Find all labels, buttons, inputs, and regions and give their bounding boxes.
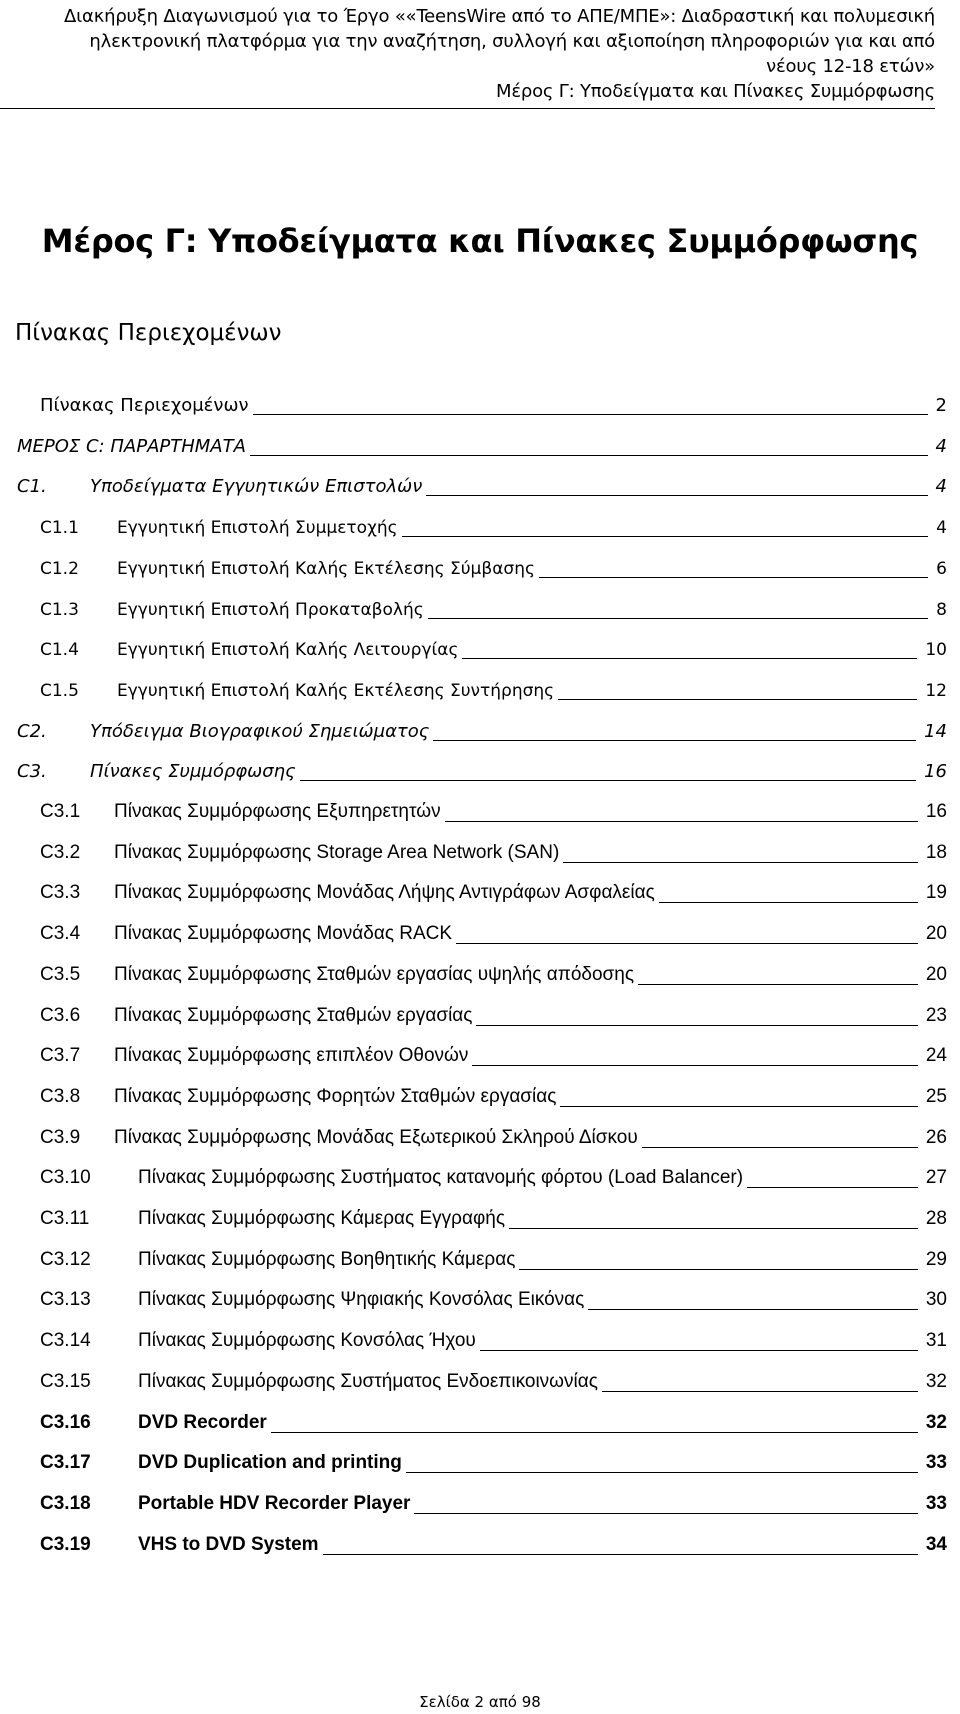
toc-leader-line [456,943,918,944]
toc-entry-label: Εγγυητική Επιστολή Συμμετοχής [117,518,398,539]
toc-entry-number: C2. [17,720,47,742]
toc-entry-page: 31 [925,1330,947,1352]
toc-entry-number: C3.14 [40,1330,91,1352]
toc-entry[interactable] [0,995,960,1035]
header-line-1: Διακήρυξη Διαγωνισμού για το Έργο ««TeensWire από το ΑΠΕ/ΜΠΕ»: Διαδραστική και πολυμεσική [64,6,935,27]
toc-leader-line [323,1554,918,1555]
toc-entry-label: Υποδείγματα Εγγυητικών Επιστολών [90,476,423,498]
toc-entry-number: C3.16 [40,1411,91,1433]
toc-entry-label: DVD Recorder [138,1411,267,1433]
toc-entry-number: C1.1 [40,518,79,539]
toc-entry-page: 4 [936,518,947,539]
toc-entry-label: Πίνακας Συμμόρφωσης Συστήματος Ενδοεπικοινωνίας [138,1370,598,1392]
page-title: Μέρος Γ: Υποδείγματα και Πίνακες Συμμόρφωσης [41,222,919,260]
toc-entry-page: 33 [925,1452,947,1474]
toc-entry-number: C3.11 [40,1208,90,1229]
toc-leader-line [476,1025,918,1026]
header-line-3: νέους 12-18 ετών» [766,56,935,77]
toc-leader-line [433,740,916,741]
toc-entry-page: 26 [925,1126,947,1148]
toc-entry-page: 16 [925,801,947,822]
toc-entry-page: 27 [925,1167,947,1189]
toc-entry-label: Εγγυητική Επιστολή Καλής Λειτουργίας [117,640,459,661]
toc-leader-line [253,414,928,415]
toc-leader-line [472,1065,918,1066]
toc-entry[interactable] [0,750,960,790]
toc-entry-label: Πίνακας Συμμόρφωσης επιπλέον Οθονών [114,1045,469,1067]
toc-leader-line [588,1309,918,1310]
toc-entry[interactable] [0,384,960,424]
toc-entry[interactable] [0,628,960,668]
toc-entry[interactable] [0,872,960,912]
toc-entry-number: C1.2 [40,558,79,579]
toc-entry-page: 14 [924,720,947,742]
toc-entry[interactable] [0,954,960,994]
toc-entry-label: Πίνακας Συμμόρφωσης Μονάδας RACK [114,923,453,945]
toc-heading: Πίνακας Περιεχομένων [15,320,282,346]
header-divider [0,108,935,109]
toc-leader-line [642,1147,918,1148]
toc-entry-page: 19 [925,882,947,904]
header-line-4: Μέρος Γ: Υποδείγματα και Πίνακες Συμμόρφωσης [496,81,935,102]
toc-entry-page: 28 [925,1208,947,1229]
toc-leader-line [445,821,918,822]
toc-entry-page: 32 [925,1370,947,1392]
toc-entry[interactable] [0,832,960,872]
toc-entry-page: 2 [935,395,947,416]
toc-entry-number: C3.8 [40,1085,81,1107]
toc-leader-line [462,658,917,659]
toc-entry-page: 32 [925,1411,947,1433]
toc-leader-line [602,1391,918,1392]
toc-entry-number: C1.3 [40,599,79,620]
toc-entry[interactable] [0,506,960,546]
toc-entry-page: 4 [935,435,947,457]
toc-leader-line [558,699,917,700]
toc-entry-label: ΜΕΡΟΣ C: ΠΑΡΑΡΤΗΜΑΤΑ [17,435,246,457]
toc-entry-page: 23 [925,1004,947,1026]
toc-entry-label: Πίνακας Συμμόρφωσης Σταθμών εργασίας υψηλής απόδοσης [114,963,634,985]
toc-entry[interactable] [0,425,960,465]
toc-entry[interactable] [0,913,960,953]
toc-entry-number: C3.7 [40,1045,81,1067]
toc-leader-line [539,577,928,578]
toc-entry-number: C3.19 [40,1533,91,1555]
toc-leader-line [519,1269,918,1270]
toc-entry-label: Πίνακας Συμμόρφωσης Storage Area Network (SAN) [114,841,560,863]
toc-entry-page: 34 [925,1533,947,1555]
toc-entry[interactable] [0,1320,960,1360]
toc-entry-number: C3.4 [40,923,81,945]
toc-entry-label: DVD Duplication and printing [138,1452,402,1474]
toc-entry-page: 12 [925,680,947,701]
toc-entry-label: Υπόδειγμα Βιογραφικού Σημειώματος [90,720,430,742]
toc-entry-label: Πίνακας Συμμόρφωσης Ψηφιακής Κονσόλας Εικόνας [138,1289,585,1311]
toc-leader-line [300,780,916,781]
toc-entry-label: Πίνακας Περιεχομένων [40,395,249,416]
toc-leader-line [480,1350,918,1351]
toc-entry[interactable] [0,1524,960,1564]
header-line-2: ηλεκτρονική πλατφόρμα για την αναζήτηση, συλλογή και αξιοποίηση πληροφοριών για και από [89,31,935,52]
toc-entry-page: 20 [925,963,947,985]
toc-entry-number: C3.12 [40,1248,91,1270]
toc-entry-number: C3. [17,761,47,783]
toc-entry-number: C3.18 [40,1492,91,1514]
toc-leader-line [428,618,928,619]
toc-entry-number: C3.2 [40,841,81,863]
toc-entry-label: Εγγυητική Επιστολή Καλής Εκτέλεσης Συντήρησης [117,680,555,701]
toc-entry-number: C3.10 [40,1167,91,1189]
toc-entry-page: 29 [925,1248,947,1270]
toc-leader-line [560,1106,918,1107]
toc-entry[interactable] [0,1239,960,1279]
toc-entry[interactable] [0,710,960,750]
toc-leader-line [271,1432,918,1433]
toc-entry-number: C3.3 [40,882,81,904]
toc-entry[interactable] [0,791,960,831]
toc-entry-number: C1. [17,476,47,498]
toc-leader-line [509,1228,918,1229]
toc-entry[interactable] [0,1157,960,1197]
toc-entry-label: Πίνακας Συμμόρφωσης Σταθμών εργασίας [114,1004,473,1026]
toc-leader-line [659,902,918,903]
toc-entry-number: C3.13 [40,1289,91,1311]
toc-entry[interactable] [0,1361,960,1401]
toc-entry-label: Εγγυητική Επιστολή Καλής Εκτέλεσης Σύμβασης [117,558,535,579]
toc-entry[interactable] [0,547,960,587]
toc-entry-page: 6 [936,558,947,579]
toc-entry-label: Πίνακας Συμμόρφωσης Συστήματος κατανομής φόρτου (Load Balancer) [138,1167,744,1189]
toc-entry[interactable] [0,1442,960,1482]
toc-entry-number: C1.4 [40,640,79,661]
toc-entry-page: 4 [935,476,947,498]
toc-entry[interactable] [0,588,960,628]
toc-entry-page: 24 [925,1045,947,1067]
toc-entry[interactable] [0,1402,960,1442]
toc-entry-page: 20 [925,923,947,945]
toc-entry-number: C3.9 [40,1126,81,1148]
toc-leader-line [426,495,928,496]
toc-entry[interactable] [0,1279,960,1319]
toc-entry-label: Πίνακας Συμμόρφωσης Κονσόλας Ήχου [138,1330,476,1352]
toc-entry-page: 30 [925,1289,947,1311]
toc-entry[interactable] [0,465,960,505]
toc-leader-line [402,536,928,537]
page-footer: Σελίδα 2 από 98 [419,1693,541,1711]
toc-entry-page: 10 [925,640,947,661]
toc-entry-label: Πίνακας Συμμόρφωσης Βοηθητικής Κάμερας [138,1248,516,1270]
toc-entry-number: C3.5 [40,963,81,985]
toc-leader-line [250,455,928,456]
toc-entry-label: Πίνακας Συμμόρφωσης Κάμερας Εγγραφής [138,1208,505,1229]
toc-entry[interactable] [0,1483,960,1523]
toc-entry-label: Portable HDV Recorder Player [138,1492,411,1514]
toc-entry[interactable] [0,1117,960,1157]
toc-entry-number: C3.17 [40,1452,91,1474]
toc-entry-label: Πίνακες Συμμόρφωσης [90,761,296,783]
toc-entry[interactable] [0,1076,960,1116]
toc-entry-label: Πίνακας Συμμόρφωσης Εξυπηρετητών [114,801,441,822]
toc-leader-line [414,1513,918,1514]
toc-leader-line [406,1472,918,1473]
toc-entry-label: Εγγυητική Επιστολή Προκαταβολής [117,599,424,620]
toc-entry[interactable] [0,1035,960,1075]
toc-entry-page: 33 [925,1492,947,1514]
toc-entry[interactable] [0,669,960,709]
toc-leader-line [747,1187,918,1188]
toc-leader-line [563,862,918,863]
toc-entry-page: 18 [925,841,947,863]
toc-entry-label: Πίνακας Συμμόρφωσης Μονάδας Λήψης Αντιγράφων Ασφαλείας [114,882,655,904]
toc-entry-number: C1.5 [40,680,79,701]
toc-entry-page: 8 [936,599,947,620]
toc-entry-page: 16 [924,761,947,783]
toc-entry[interactable] [0,1198,960,1238]
toc-entry-label: Πίνακας Συμμόρφωσης Μονάδας Εξωτερικού Σκληρού Δίσκου [114,1126,638,1148]
toc-entry-number: C3.15 [40,1370,91,1392]
toc-entry-page: 25 [925,1085,947,1107]
toc-entry-number: C3.1 [40,801,81,822]
toc-entry-number: C3.6 [40,1004,81,1026]
page-header [30,4,935,104]
toc-entry-label: VHS to DVD System [138,1533,319,1555]
toc-entry-label: Πίνακας Συμμόρφωσης Φορητών Σταθμών εργασίας [114,1085,557,1107]
toc-leader-line [638,984,918,985]
